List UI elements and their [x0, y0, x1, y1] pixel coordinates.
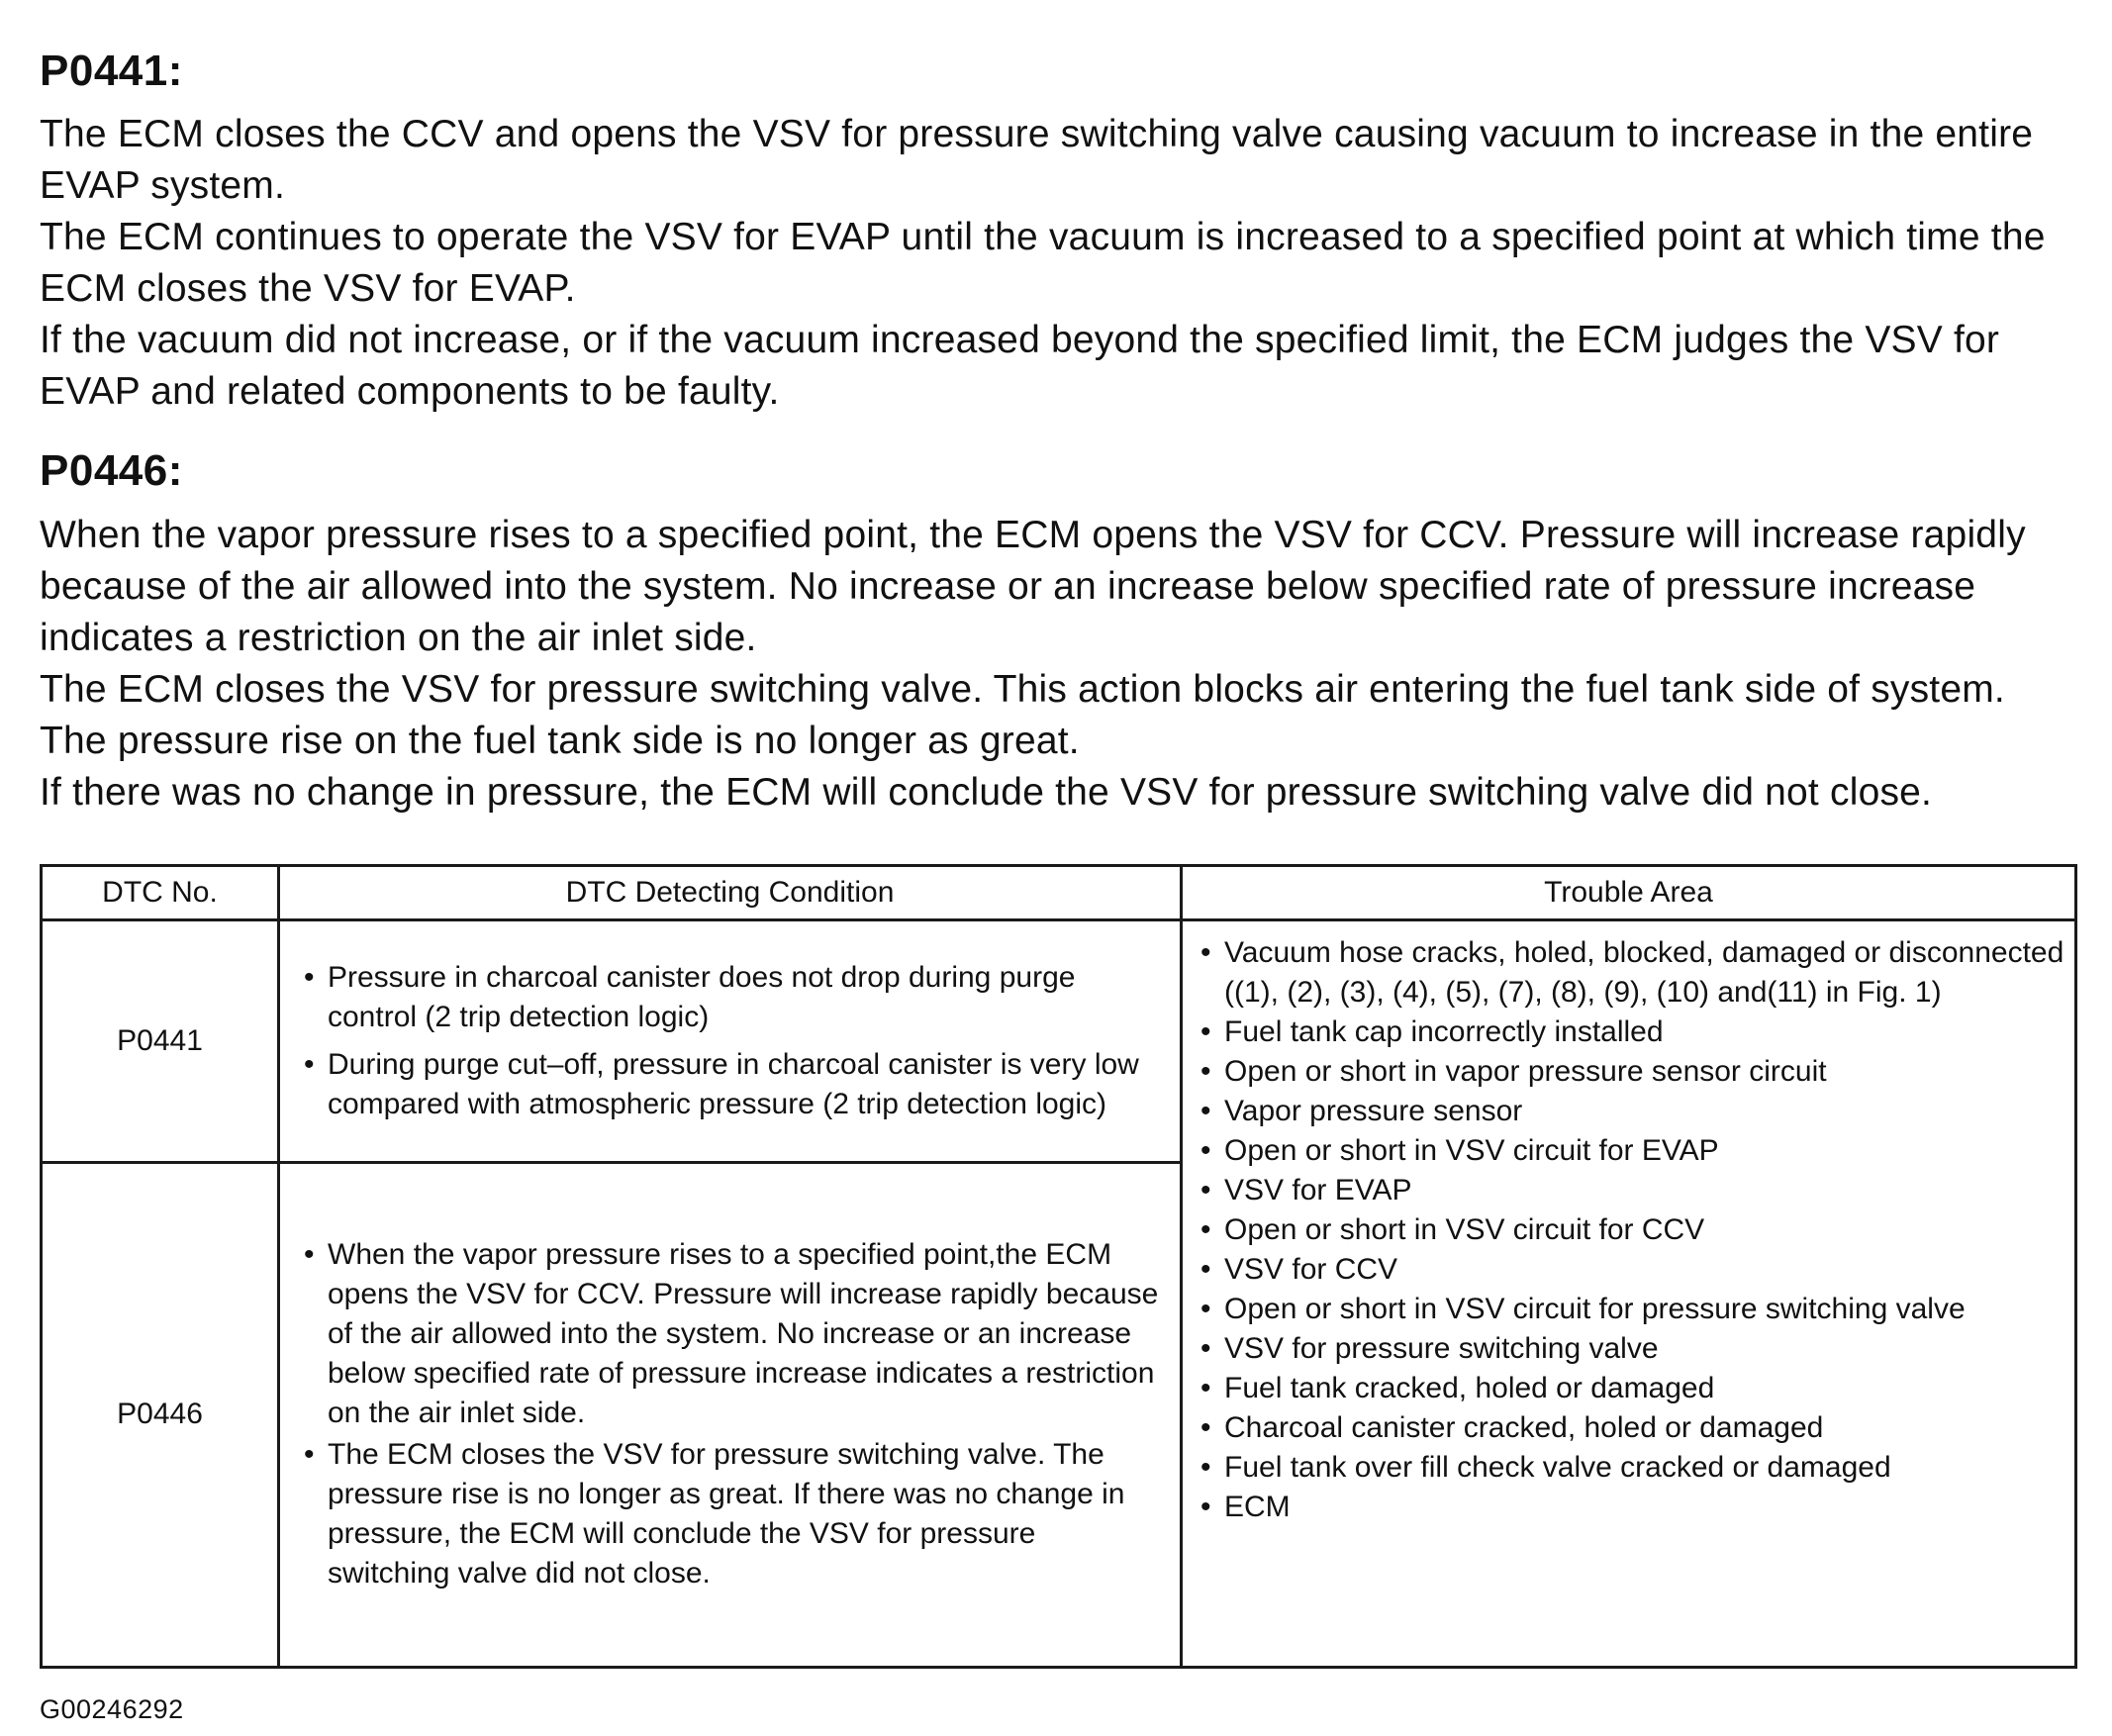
condition-item: • During purge cut–off, pressure in charcoal canister is very low compared with atmospheric pressure (2 trip detection logic)	[298, 1045, 1166, 1124]
p0446-paragraph-2: The ECM closes the VSV for pressure switching valve. This action blocks air entering the fuel tank side of system. The pressure rise on the fuel tank side is no longer as great.	[40, 667, 2005, 762]
condition-list-p0446	[298, 1235, 1166, 1593]
condition-item: • When the vapor pressure rises to a specified point,the ECM opens the VSV for CCV. Pressure will increase rapidly because of the air allowed into the system. No increase or an increase below specified rate of pressure increase indicates a restriction on the air inlet side.	[298, 1235, 1166, 1433]
trouble-item: • Fuel tank cracked, holed or damaged	[1195, 1369, 2064, 1408]
trouble-item: • VSV for CCV	[1195, 1250, 2064, 1290]
header-trouble-area: Trouble Area	[1182, 865, 2076, 919]
trouble-item: • Open or short in VSV circuit for CCV	[1195, 1210, 2064, 1250]
figure-id: G00246292	[40, 1693, 184, 1724]
trouble-item: • Vapor pressure sensor	[1195, 1092, 2064, 1131]
trouble-item: • Charcoal canister cracked, holed or damaged	[1195, 1408, 2064, 1448]
trouble-item: • Open or short in VSV circuit for pressure switching valve	[1195, 1290, 2064, 1329]
trouble-area-cell	[1182, 919, 2076, 1667]
trouble-item: • Open or short in VSV circuit for EVAP	[1195, 1131, 2064, 1171]
trouble-item: • Fuel tank over fill check valve cracked or damaged	[1195, 1448, 2064, 1488]
p0441-paragraph-1: The ECM closes the CCV and opens the VSV for pressure switching valve causing vacuum to increase in the entire EVAP system.	[40, 113, 2034, 208]
trouble-item: • Vacuum hose cracks, holed, blocked, damaged or disconnected ((1), (2), (3), (4), (5), (7), (8), (9), (10) and(11) in Fig. 1)	[1195, 933, 2064, 1013]
p0441-paragraph-3: If the vacuum did not increase, or if the vacuum increased beyond the specified limit, the ECM judges the VSV for EVAP and related components to be faulty.	[40, 319, 2000, 414]
p0441-paragraph-2: The ECM continues to operate the VSV for EVAP until the vacuum is increased to a specified point at which time the ECM closes the VSV for EVAP.	[40, 216, 2046, 311]
header-detecting-condition: DTC Detecting Condition	[279, 865, 1182, 919]
dtc-table	[40, 864, 2077, 1669]
trouble-area-list	[1195, 933, 2064, 1527]
trouble-item: • VSV for EVAP	[1195, 1171, 2064, 1210]
condition-item: • Pressure in charcoal canister does not drop during purge control (2 trip detection logic)	[298, 958, 1166, 1037]
heading-p0441: P0441:	[40, 47, 183, 95]
trouble-item: • Open or short in vapor pressure sensor circuit	[1195, 1052, 2064, 1092]
condition-item: • The ECM closes the VSV for pressure switching valve. The pressure rise is no longer as great. If there was no change in pressure, the ECM will conclude the VSV for pressure switching valve did not close.	[298, 1435, 1166, 1593]
dtc-no-p0446: P0446	[42, 1162, 279, 1667]
condition-cell-p0441	[279, 919, 1182, 1162]
heading-p0446: P0446:	[40, 446, 183, 496]
trouble-item: • Fuel tank cap incorrectly installed	[1195, 1013, 2064, 1052]
trouble-item: • ECM	[1195, 1488, 2064, 1527]
table-row-p0441	[42, 919, 2076, 1162]
condition-cell-p0446	[279, 1162, 1182, 1667]
header-dtc-no: DTC No.	[42, 865, 279, 919]
table-header-row	[42, 865, 2076, 919]
dtc-no-p0441: P0441	[42, 919, 279, 1162]
condition-list-p0441	[298, 958, 1166, 1124]
trouble-item: • VSV for pressure switching valve	[1195, 1329, 2064, 1369]
p0446-paragraph-3: If there was no change in pressure, the ECM will conclude the VSV for pressure switching valve did not close.	[40, 770, 1933, 814]
p0446-paragraph-1: When the vapor pressure rises to a specified point, the ECM opens the VSV for CCV. Pressure will increase rapidly because of the air allowed into the system. No increase or an increase below specified rate of pressure increase indicates a restriction on the air inlet side.	[40, 513, 2026, 659]
